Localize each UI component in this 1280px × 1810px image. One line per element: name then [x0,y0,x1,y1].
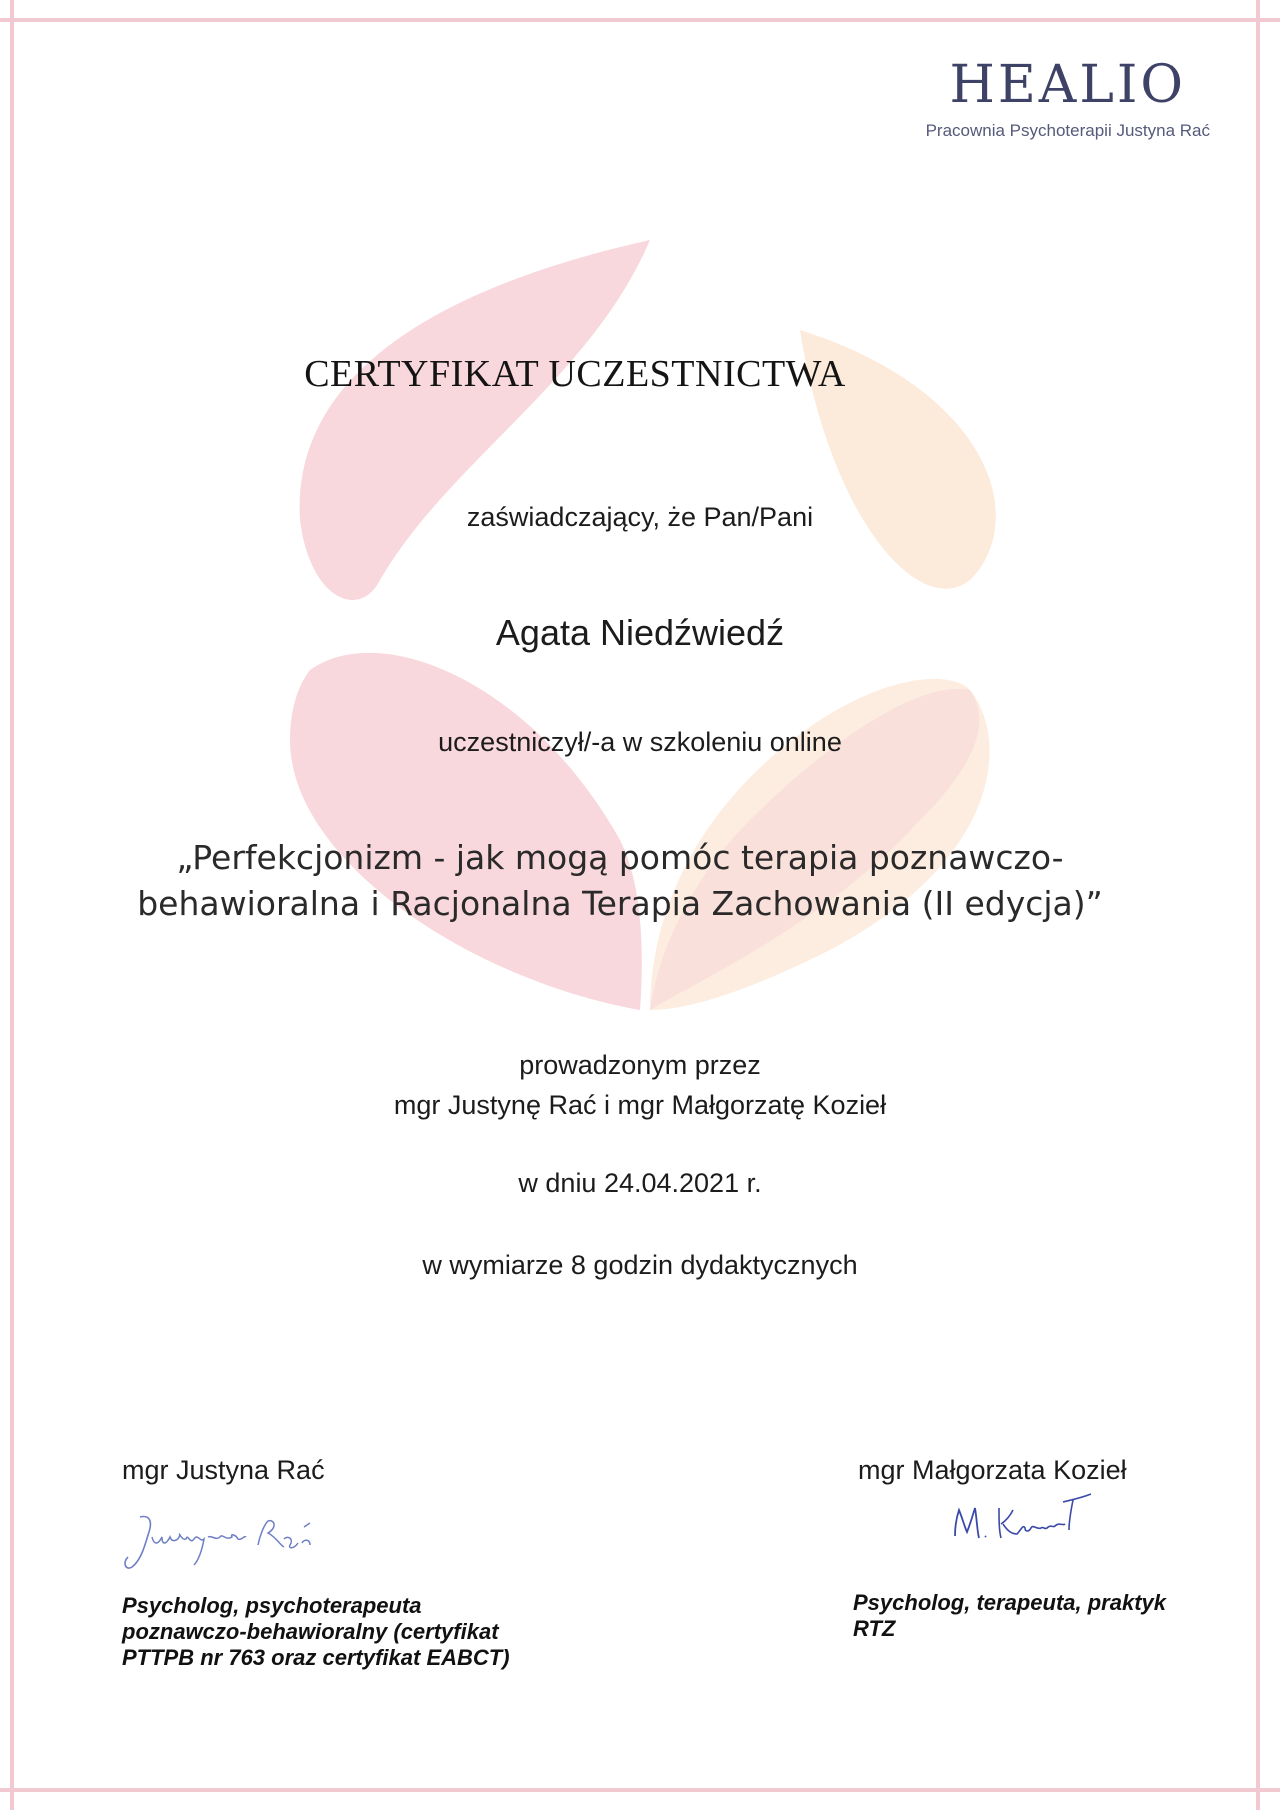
signatory-left-name: mgr Justyna Rać [122,1455,325,1485]
right-credentials-line-2: RTZ [853,1616,896,1641]
led-by-names: mgr Justynę Rać i mgr Małgorzatę Kozieł [393,1090,887,1120]
healio-logo [926,55,1210,141]
led-by [0,1045,1280,1125]
hours-line: w wymiarze 8 godzin dydaktycznych [422,1250,858,1280]
course-title-line-1: „Perfekcjonizm - jak mogą pomóc terapia poznawczo- [176,838,1064,877]
logo-subtitle: Pracownia Psychoterapii Justyna Rać [925,121,1210,140]
leaf-bottom-left [290,653,642,1010]
led-by-label: prowadzonym przez [519,1050,761,1080]
logo-wordmark: HEALIO [949,55,1187,115]
participation-line: uczestniczył/-a w szkoleniu online [438,727,842,757]
participant-name: Agata Niedźwiedź [495,612,785,653]
date-line: w dniu 24.04.2021 r. [518,1168,762,1198]
signatory-right-credentials [853,1590,1213,1642]
signature-justyna-rac [118,1505,318,1575]
leaf-top-left [300,240,650,600]
left-credentials-line-3: PTTPB nr 763 oraz certyfikat EABCT) [122,1645,510,1670]
attest-line: zaświadczający, że Pan/Pani [466,502,814,532]
frame-top-line [0,18,1280,22]
signature-justyna-rac-text: Justyna Rać [118,1505,124,1506]
signatory-left-credentials [122,1593,562,1671]
signature-malgorzata-koziel [945,1490,1095,1550]
course-title-line-2: behawioralna i Racjonalna Terapia Zachowania (II edycja)” [137,884,1103,923]
signatory-right-name: mgr Małgorzata Kozieł [858,1455,1127,1485]
signature-malgorzata-koziel-text: M. Kozieł [945,1490,950,1491]
certificate-title: CERTYFIKAT UCZESTNICTWA [304,353,846,395]
left-credentials-line-2: poznawczo-behawioralny (certyfikat [122,1619,499,1644]
frame-bottom-line [0,1788,1280,1792]
right-credentials-line-1: Psycholog, terapeuta, praktyk [853,1590,1166,1615]
course-title [0,835,1280,927]
left-credentials-line-1: Psycholog, psychoterapeuta [122,1593,422,1618]
